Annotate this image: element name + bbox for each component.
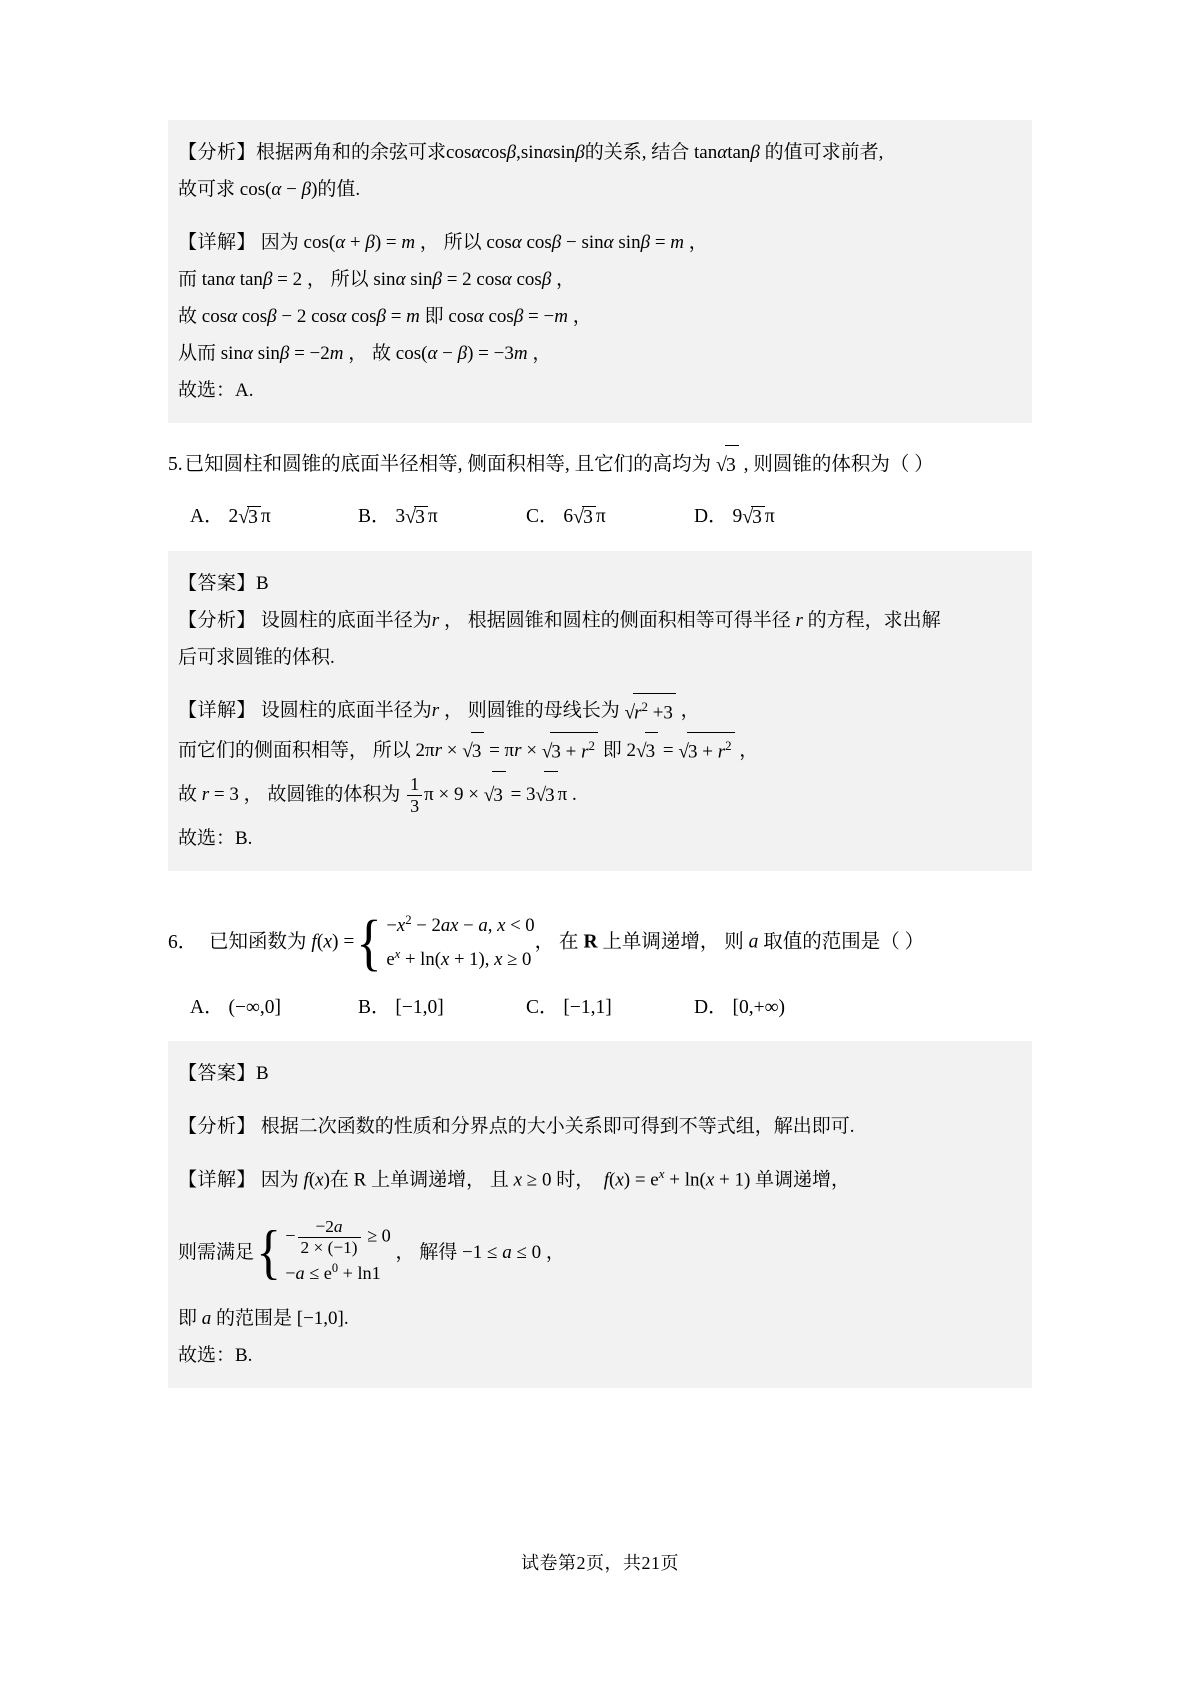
- option-d[interactable]: D． 9√3 π: [694, 506, 775, 529]
- option-a[interactable]: A． 2√3 π: [190, 506, 271, 529]
- detail-line: 【详解】 因为 cos(α + β) = m ， 所以 cosα cosβ − sinα sinβ = m ，: [178, 232, 708, 254]
- question-6-options: [190, 991, 1032, 1019]
- detail-line-2: 而 tanα tanβ = 2 ， 所以 sinα sinβ = 2 cosα cosβ ，: [178, 269, 576, 291]
- analysis-tag: 【分析】: [178, 142, 257, 163]
- option-b[interactable]: B． [−1,0]: [358, 997, 444, 1019]
- answer-choice-line: 故选：B.: [178, 828, 253, 850]
- option-b[interactable]: B． 3√3 π: [358, 506, 438, 529]
- detail-tag: 【详解】: [178, 232, 257, 254]
- detail-line-4: 从而 sinα sinβ = −2m ， 故 cos(α − β) = −3m ，: [178, 343, 552, 365]
- option-c[interactable]: C． 6√3 π: [526, 506, 606, 529]
- detail-tag: 【详解】: [178, 1169, 257, 1191]
- answer-choice-line: 故选：A.: [178, 380, 254, 402]
- option-a[interactable]: A． (−∞,0]: [190, 997, 281, 1019]
- analysis-tag: 【分析】: [178, 610, 257, 632]
- question-5-options: [190, 500, 1032, 529]
- detail-line-2: 而它们的侧面积相等， 所以 $2\pi r \times √3 = \pi r \times √3 + r^2$ 即 $2√3 = √3 + r^2$ ，: [178, 732, 1024, 771]
- solution-block-5: [168, 551, 1032, 871]
- detail-line-3: 故 r = 3 ， 故圆锥的体积为 $\frac{1}{3}$ π × 9 × √3 = 3√3 π .: [178, 771, 1024, 820]
- answer-tag: 【答案】: [178, 573, 257, 595]
- analysis-line: 【分析】 根据二次函数的性质和分界点的大小关系即可得到不等式组，解出即可.: [178, 1116, 855, 1138]
- answer-tag: 【答案】: [178, 1063, 257, 1085]
- option-c[interactable]: C． [−1,1]: [526, 997, 612, 1019]
- answer-choice-line: 故选：B.: [178, 1344, 253, 1366]
- analysis-line-2: 后可求圆锥的体积.: [178, 647, 335, 669]
- option-d[interactable]: D． [0,+∞): [694, 997, 785, 1019]
- answer-value: B: [256, 573, 269, 595]
- answer-value: B: [256, 1063, 269, 1085]
- detail-line: 【详解】 因为 f(x)在 R 上单调递增， 且 x ≥ 0 时， $f(x) = e^x + \ln(x + 1)$ 单调递增，: [178, 1166, 851, 1191]
- detail-line-2: 则需满足 { − $\frac{-2a}{2 \times (-1)}$ ≥ 0 $-a \le e^0 + \ln 1$ ， 解得 −1 ≤ a ≤ 0 ，: [178, 1216, 565, 1286]
- solution-block-4: [168, 120, 1032, 423]
- analysis-tag: 【分析】: [178, 1116, 257, 1138]
- answer-line: [178, 565, 1024, 602]
- analysis-line-2: 故可求 cos(α − β)的值.: [178, 179, 361, 201]
- page-footer: 试卷第2页，共21页: [521, 1553, 679, 1573]
- detail-line-3: 故 cosα cosβ − 2 cosα cosβ = m 即 cosα cosβ = −m ，: [178, 306, 592, 328]
- solution-block-6: [168, 1041, 1032, 1387]
- question-6-stem: 6． 已知函数为 f(x) = { $-x^2 - 2ax - a$, x < 0 $e^x + \ln(x + 1)$, x ≥ 0 ， 在 R 上单调递增， 则 a 取值的范围是（ ）: [168, 908, 925, 978]
- detail-tag: 【详解】: [178, 700, 257, 722]
- detail-line-3: 即 a 的范围是 [−1,0].: [178, 1307, 349, 1329]
- question-5-stem: 5. 已知圆柱和圆锥的底面半径相等, 侧面积相等, 且它们的高均为 √3 , 则圆锥的体积为（ ）: [168, 445, 1032, 486]
- detail-line: 【详解】 设圆柱的底面半径为r ， 则圆锥的母线长为 $√r^2 +3$ ，: [178, 692, 1024, 731]
- question-5-number: 5.: [168, 454, 183, 476]
- answer-line: [178, 1055, 1024, 1092]
- analysis-line: 【分析】 设圆柱的底面半径为r ， 根据圆锥和圆柱的侧面积相等可得半径 r 的方程，求出解: [178, 610, 941, 632]
- analysis-line: 【分析】根据两角和的余弦可求cosαcosβ,sinαsinβ的关系, 结合 tanαtanβ 的值可求前者,: [178, 142, 884, 163]
- question-6-number: 6．: [168, 931, 198, 953]
